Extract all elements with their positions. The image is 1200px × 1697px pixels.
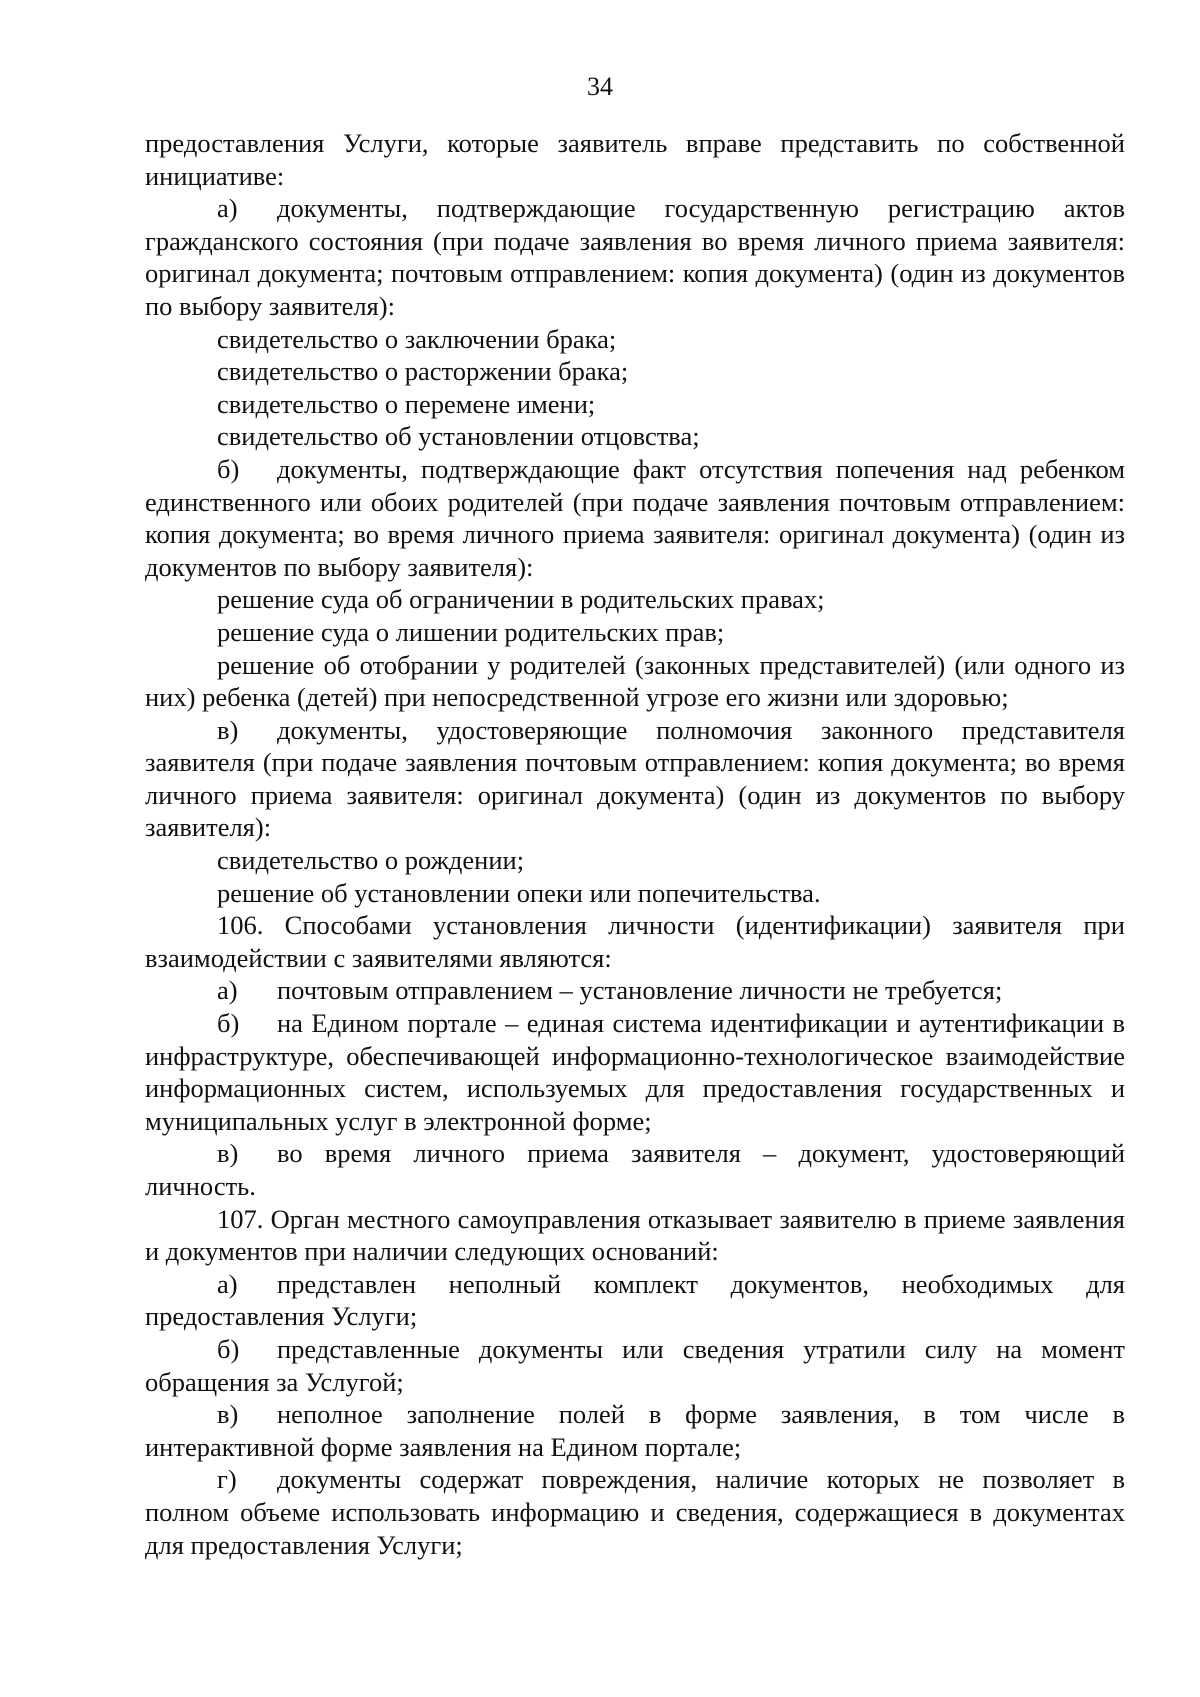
list-item-text: документы, удостоверяющие полномочия законного представителя заявителя (при подаче заявления почтовым отправлением: копия документа; во время личного приема заявителя: оригинал документа) (один из документов по выбору заявителя): [145, 714, 1125, 843]
document-line: решение суда о лишении родительских прав; [217, 616, 725, 647]
document-line: свидетельство о перемене имени; [217, 388, 596, 419]
numbered-clause: 107. Орган местного самоуправления отказывает заявителю в приеме заявления и документов при наличии следующих оснований: [145, 1203, 1125, 1267]
list-item [145, 1463, 1125, 1561]
list-item [145, 1137, 1125, 1202]
list-item [145, 714, 1125, 844]
document-line: решение суда об ограничении в родительских правах; [217, 584, 825, 615]
list-item [145, 1268, 1125, 1333]
list-item-text: неполное заполнение полей в форме заявления, в том числе в интерактивной форме заявления на Едином портале; [145, 1399, 1125, 1462]
list-item-text: документы, подтверждающие факт отсутствия попечения над ребенком единственного или обоих родителей (при подаче заявления почтовым отправлением: копия документа; во время личного приема заявителя: оригинал документа) (один из документов по выбору заявителя): [145, 453, 1125, 582]
list-marker: в) [217, 1138, 239, 1169]
list-item-text: документы содержат повреждения, наличие которых не позволяет в полном объеме использовать информацию и сведения, содержащиеся в документах для предоставления Услуги; [145, 1464, 1125, 1560]
list-marker: а) [217, 1268, 238, 1299]
list-marker: а) [217, 975, 238, 1006]
list-marker: б) [217, 1333, 240, 1364]
list-item [145, 1333, 1125, 1398]
list-marker: б) [217, 453, 240, 484]
list-item [145, 453, 1125, 583]
document-line: решение об установлении опеки или попечительства. [217, 877, 821, 908]
list-marker: а) [217, 193, 238, 224]
list-item-text: почтовым отправлением – установление личности не требуется; [277, 975, 1003, 1006]
list-item-text: представленные документы или сведения утратили силу на момент обращения за Услугой; [145, 1333, 1125, 1397]
list-item-text: представлен неполный комплект документов, необходимых для предоставления Услуги; [145, 1268, 1125, 1332]
list-marker: в) [217, 1399, 239, 1430]
list-item-text: во время личного приема заявителя – документ, удостоверяющий личность. [145, 1138, 1125, 1201]
list-item [145, 1398, 1125, 1463]
document-body [145, 127, 1125, 1561]
document-line: свидетельство о рождении; [217, 845, 525, 876]
document-line: свидетельство о расторжении брака; [217, 356, 629, 387]
page-number: 34 [587, 72, 613, 101]
document-line: свидетельство об установлении отцовства; [217, 421, 700, 452]
document-line: свидетельство о заключении брака; [217, 323, 617, 354]
list-marker: б) [217, 1008, 240, 1039]
list-item [145, 192, 1125, 322]
list-marker: г) [217, 1464, 237, 1495]
indented-paragraph: решение об отобрании у родителей (законных представителей) (или одного из них) ребенка (детей) при непосредственной угрозе его жизни или здоровью; [145, 649, 1125, 713]
list-item [145, 1007, 1125, 1137]
numbered-clause: 106. Способами установления личности (идентификации) заявителя при взаимодействии с заявителями являются: [145, 910, 1125, 973]
list-item-text: документы, подтверждающие государственную регистрацию актов гражданского состояния (при подаче заявления во время личного приема заявителя: оригинал документа; почтовым отправлением: копия документа) (один из документов по выбору заявителя): [145, 193, 1125, 321]
list-marker: в) [217, 714, 239, 745]
paragraph-continuation: предоставления Услуги, которые заявитель вправе представить по собственной инициативе: [145, 128, 1125, 191]
list-item-text: на Едином портале – единая система идентификации и аутентификации в инфраструктуре, обеспечивающей информационно-технологическое взаимодействие информационных систем, используемых для предоставления государственных и муниципальных услуг в электронной форме; [145, 1008, 1125, 1136]
list-item [145, 974, 1125, 1007]
